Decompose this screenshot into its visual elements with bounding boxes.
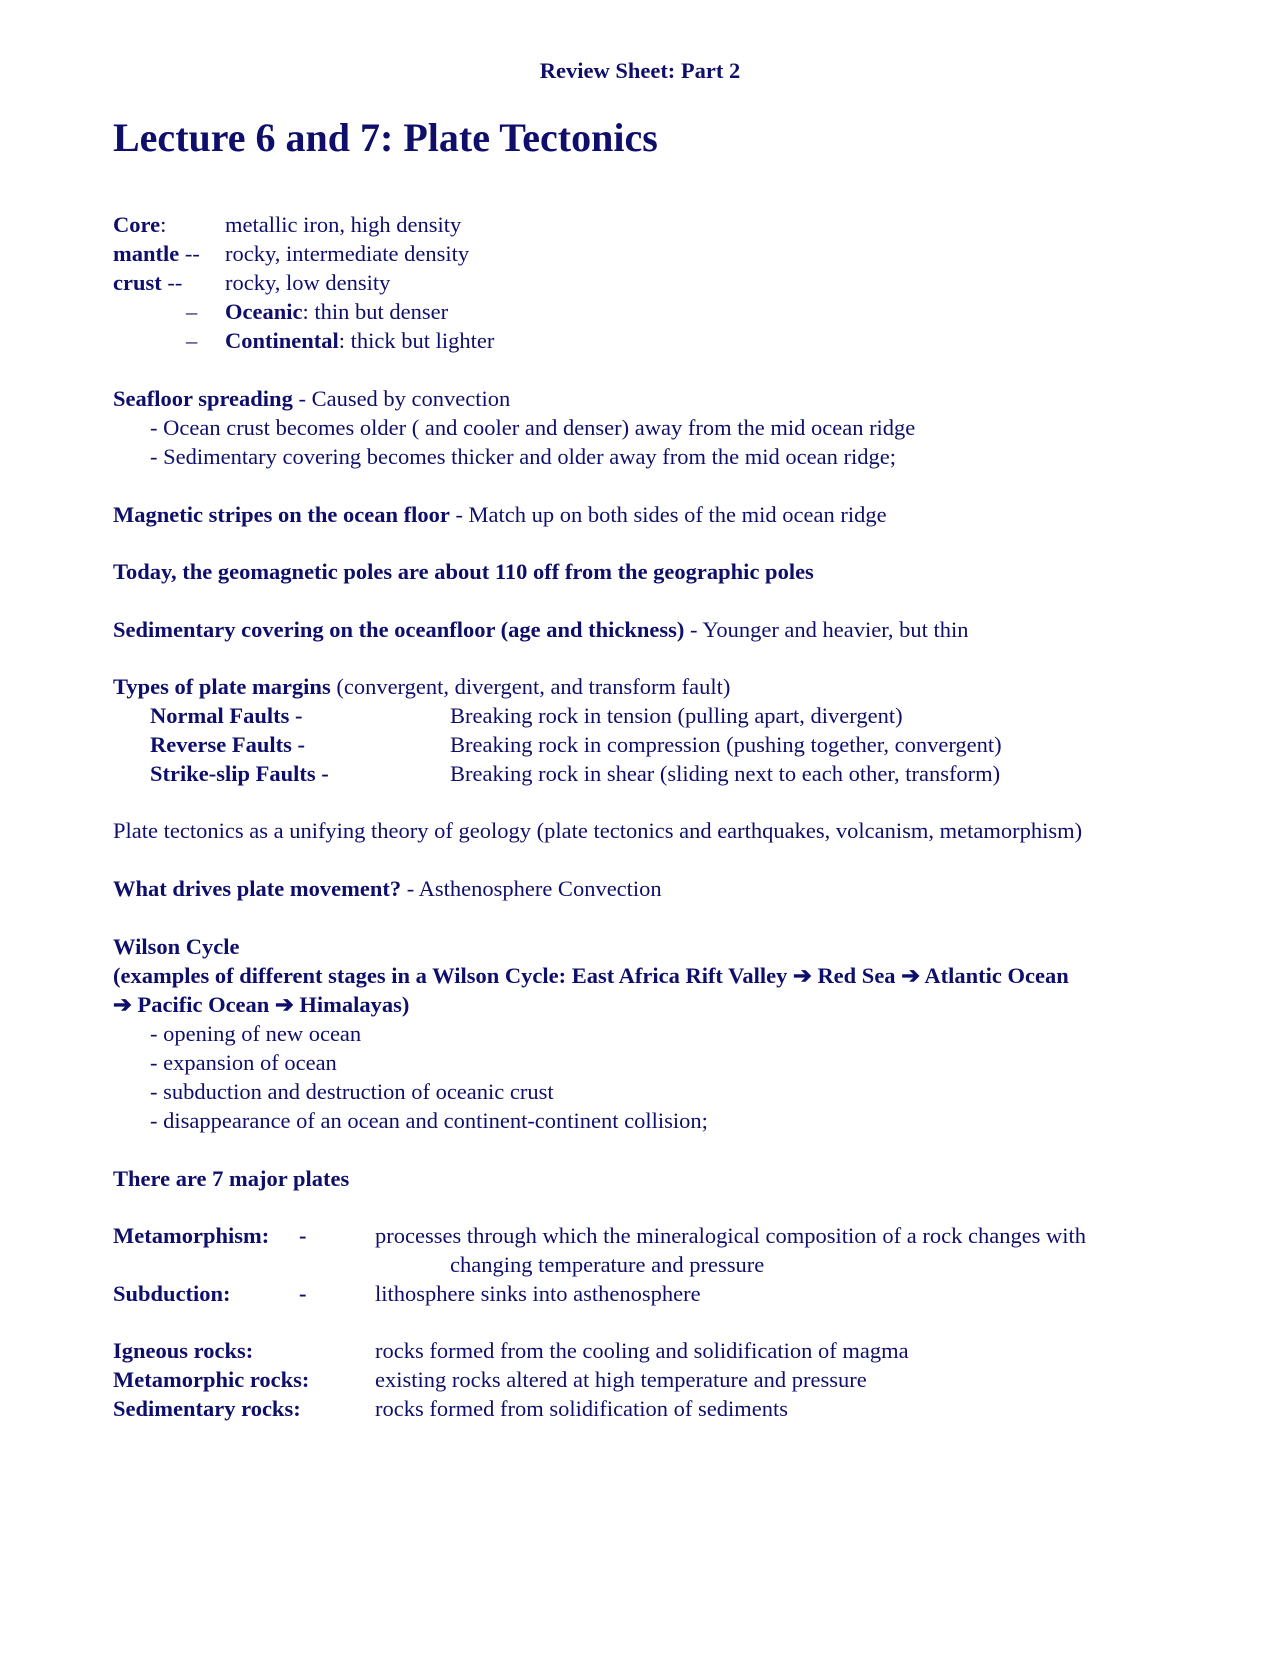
- arrow-right-icon: ➔: [113, 992, 132, 1017]
- process-dash: -: [299, 1223, 307, 1248]
- seafloor-spreading: Seafloor spreading - Caused by convection: [113, 386, 511, 411]
- wilson-stage: - expansion of ocean: [150, 1050, 337, 1075]
- layer-term-mantle: mantle --: [113, 241, 200, 266]
- lecture-title: Lecture 6 and 7: Plate Tectonics: [113, 115, 658, 160]
- arrow-right-icon: ➔: [792, 963, 812, 988]
- layer-term-core: Core:: [113, 212, 167, 237]
- rock-term: Metamorphic rocks:: [113, 1367, 310, 1392]
- layer-desc-core: metallic iron, high density: [225, 212, 462, 237]
- rock-desc: rocks formed from the cooling and solidification of magma: [375, 1338, 909, 1363]
- wilson-examples-line2: ➔ Pacific Ocean ➔ Himalayas): [113, 992, 410, 1017]
- rock-desc: rocks formed from solidification of sediments: [375, 1396, 789, 1421]
- process-dash: -: [299, 1281, 307, 1306]
- crust-type-oceanic: Oceanic: thin but denser: [225, 299, 449, 324]
- wilson-examples-line1: (examples of different stages in a Wilson Cycle: East Africa Rift Valley ➔ Red Sea ➔ Atlantic Ocean: [113, 963, 1069, 988]
- fault-desc: Breaking rock in tension (pulling apart, divergent): [450, 703, 903, 728]
- magnetic-stripes: Magnetic stripes on the ocean floor - Match up on both sides of the mid ocean ridge: [113, 502, 887, 527]
- layer-desc-mantle: rocky, intermediate density: [225, 241, 470, 266]
- process-desc: lithosphere sinks into asthenosphere: [375, 1281, 701, 1306]
- process-desc: processes through which the mineralogical composition of a rock changes with: [375, 1223, 1087, 1248]
- wilson-stage: - opening of new ocean: [150, 1021, 362, 1046]
- process-term: Metamorphism:: [113, 1223, 270, 1248]
- wilson-stage: - disappearance of an ocean and continent-continent collision;: [150, 1108, 708, 1133]
- fault-name: Normal Faults -: [150, 703, 303, 728]
- fault-name: Reverse Faults -: [150, 732, 305, 757]
- layer-desc-crust: rocky, low density: [225, 270, 391, 295]
- wilson-cycle-title: Wilson Cycle: [113, 934, 240, 959]
- arrow-right-icon: ➔: [274, 992, 294, 1017]
- seafloor-point: - Ocean crust becomes older ( and cooler and denser) away from the mid ocean ridge: [150, 415, 916, 440]
- geomagnetic-poles: Today, the geomagnetic poles are about 110 off from the geographic poles: [113, 559, 814, 584]
- wilson-stage: - subduction and destruction of oceanic crust: [150, 1079, 554, 1104]
- sedimentary-covering: Sedimentary covering on the oceanfloor (age and thickness) - Younger and heavier, but thin: [113, 617, 969, 642]
- arrow-right-icon: ➔: [901, 963, 921, 988]
- seafloor-point: - Sedimentary covering becomes thicker and older away from the mid ocean ridge;: [150, 444, 896, 469]
- crust-dash: –: [186, 299, 198, 324]
- process-desc-cont: changing temperature and pressure: [450, 1252, 765, 1277]
- fault-name: Strike-slip Faults -: [150, 761, 329, 786]
- rock-term: Igneous rocks:: [113, 1338, 254, 1363]
- unifying-theory: Plate tectonics as a unifying theory of geology (plate tectonics and earthquakes, volcanism, metamorphism): [113, 818, 1083, 843]
- process-term: Subduction:: [113, 1281, 231, 1306]
- plate-drivers: What drives plate movement? - Asthenosphere Convection: [113, 876, 662, 901]
- layer-term-crust: crust --: [113, 270, 183, 295]
- sheet-title: Review Sheet: Part 2: [539, 58, 741, 83]
- fault-desc: Breaking rock in shear (sliding next to each other, transform): [450, 761, 1001, 786]
- rock-desc: existing rocks altered at high temperature and pressure: [375, 1367, 867, 1392]
- plate-margins: Types of plate margins (convergent, divergent, and transform fault): [113, 674, 731, 699]
- crust-dash: –: [186, 328, 198, 353]
- fault-desc: Breaking rock in compression (pushing together, convergent): [450, 732, 1002, 757]
- crust-type-continental: Continental: thick but lighter: [225, 328, 495, 353]
- major-plates: There are 7 major plates: [113, 1166, 350, 1191]
- rock-term: Sedimentary rocks:: [113, 1396, 301, 1421]
